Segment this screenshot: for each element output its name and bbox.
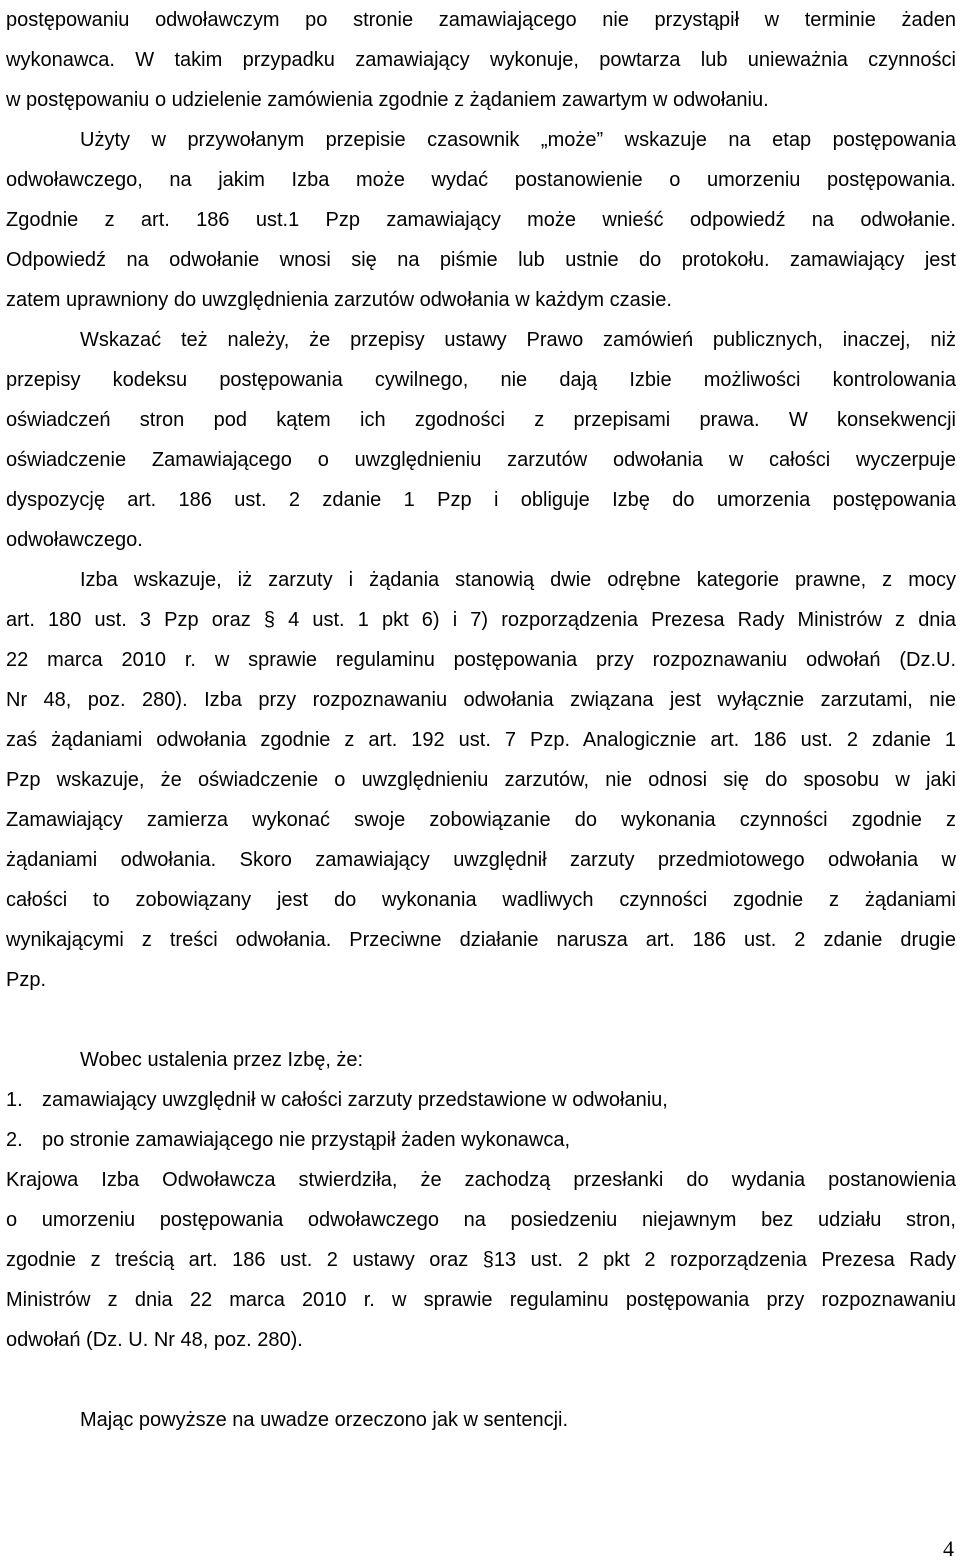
text-line: Zamawiający zamierza wykonać swoje zobowiązanie do wykonania czynności zgodnie z bbox=[6, 809, 956, 831]
text-line: Zgodnie z art. 186 ust.1 Pzp zamawiający może wnieść odpowiedź na odwołanie. bbox=[6, 209, 956, 231]
list-text: po stronie zamawiającego nie przystąpił żaden wykonawca, bbox=[42, 1129, 571, 1151]
list-text: zamawiający uwzględnił w całości zarzuty przedstawione w odwołaniu, bbox=[42, 1089, 668, 1111]
closing-sentence: Mając powyższe na uwadze orzeczono jak w sentencji. bbox=[80, 1409, 569, 1431]
text-line: Odpowiedź na odwołanie wnosi się na piśmie lub ustnie do protokołu. zamawiający jest bbox=[6, 249, 956, 271]
text-line: wykonawca. W takim przypadku zamawiający wykonuje, powtarza lub unieważnia czynności bbox=[6, 49, 956, 71]
text-line: Użyty w przywołanym przepisie czasownik „może” wskazuje na etap postępowania bbox=[80, 129, 956, 151]
text-line: Izba wskazuje, iż zarzuty i żądania stanowią dwie odrębne kategorie prawne, z mocy bbox=[80, 569, 956, 591]
list-item bbox=[6, 1080, 956, 1120]
paragraph-charges-and-demands bbox=[6, 560, 956, 1000]
paragraph-statutory-provisions bbox=[6, 320, 956, 560]
text-line: całości to zobowiązany jest do wykonania wadliwych czynności zgodnie z żądaniami bbox=[6, 889, 956, 911]
paragraph-spacer bbox=[6, 1000, 956, 1040]
text-line: odwoławczego. bbox=[6, 529, 143, 551]
text-line: art. 180 ust. 3 Pzp oraz § 4 ust. 1 pkt 6) i 7) rozporządzenia Prezesa Rady Ministrów z dnia bbox=[6, 609, 956, 631]
text-line: Pzp. bbox=[6, 969, 47, 991]
text-line: o umorzeniu postępowania odwoławczego na posiedzeniu niejawnym bez udziału stron, bbox=[6, 1209, 956, 1231]
page-number: 4 bbox=[943, 1536, 954, 1561]
text-line: wynikającymi z treści odwołania. Przeciwne działanie narusza art. 186 ust. 2 zdanie drugie bbox=[6, 929, 956, 951]
text-line: oświadczeń stron pod kątem ich zgodności z przepisami prawa. W konsekwencji bbox=[6, 409, 956, 431]
text-line: odwołań (Dz. U. Nr 48, poz. 280). bbox=[6, 1329, 303, 1351]
text-line: Krajowa Izba Odwoławcza stwierdziła, że zachodzą przesłanki do wydania postanowienia bbox=[6, 1169, 956, 1191]
text-line: przepisy kodeksu postępowania cywilnego, nie dają Izbie możliwości kontrolowania bbox=[6, 369, 956, 391]
text-line: zgodnie z treścią art. 186 ust. 2 ustawy oraz §13 ust. 2 pkt 2 rozporządzenia Prezesa Rady bbox=[6, 1249, 956, 1271]
text-line: żądaniami odwołania. Skoro zamawiający uwzględnił zarzuty przedmiotowego odwołania w bbox=[6, 849, 956, 871]
text-line: Ministrów z dnia 22 marca 2010 r. w sprawie regulaminu postępowania przy rozpoznawaniu bbox=[6, 1289, 956, 1311]
list-item bbox=[6, 1120, 956, 1160]
paragraph-verb-may bbox=[6, 120, 956, 320]
paragraph-spacer bbox=[6, 1360, 956, 1400]
findings-section bbox=[6, 1040, 956, 1160]
findings-intro: Wobec ustalenia przez Izbę, że: bbox=[80, 1049, 364, 1071]
text-line: 22 marca 2010 r. w sprawie regulaminu postępowania przy rozpoznawaniu odwołań (Dz.U. bbox=[6, 649, 956, 671]
list-number: 2. bbox=[6, 1129, 23, 1151]
paragraph-continuation bbox=[6, 0, 956, 120]
text-line: zaś żądaniami odwołania zgodnie z art. 192 ust. 7 Pzp. Analogicznie art. 186 ust. 2 zdanie 1 bbox=[6, 729, 956, 751]
text-line: Pzp wskazuje, że oświadczenie o uwzględnieniu zarzutów, nie odnosi się do sposobu w jaki bbox=[6, 769, 956, 791]
paragraph-conclusion bbox=[6, 1160, 956, 1360]
text-line: w postępowaniu o udzielenie zamówienia zgodnie z żądaniem zawartym w odwołaniu. bbox=[6, 89, 769, 111]
text-line: dyspozycję art. 186 ust. 2 zdanie 1 Pzp i obliguje Izbę do umorzenia postępowania bbox=[6, 489, 956, 511]
text-line: zatem uprawniony do uwzględnienia zarzutów odwołania w każdym czasie. bbox=[6, 289, 672, 311]
document-page bbox=[6, 0, 956, 1440]
text-line: odwoławczego, na jakim Izba może wydać postanowienie o umorzeniu postępowania. bbox=[6, 169, 956, 191]
text-line: postępowaniu odwoławczym po stronie zamawiającego nie przystąpił w terminie żaden bbox=[6, 9, 956, 31]
list-number: 1. bbox=[6, 1089, 23, 1111]
text-line: oświadczenie Zamawiającego o uwzględnieniu zarzutów odwołania w całości wyczerpuje bbox=[6, 449, 956, 471]
text-line: Nr 48, poz. 280). Izba przy rozpoznawaniu odwołania związana jest wyłącznie zarzutami, nie bbox=[6, 689, 956, 711]
text-line: Wskazać też należy, że przepisy ustawy Prawo zamówień publicznych, inaczej, niż bbox=[80, 329, 956, 351]
